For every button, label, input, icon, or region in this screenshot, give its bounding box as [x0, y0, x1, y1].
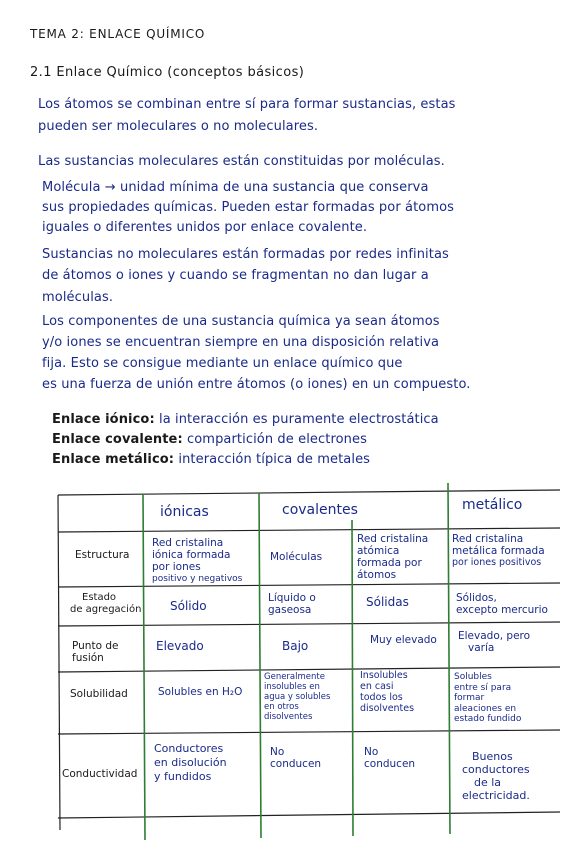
cell-covalent-solubilidad: Insolubles en casi todos los disolventes	[360, 670, 415, 714]
row-label-fusion: Punto de fusión	[72, 640, 119, 664]
cell-molecular-estado: Líquido o gaseosa	[268, 592, 316, 616]
row-label-solubilidad: Solubilidad	[70, 688, 128, 700]
paragraph-line: Sustancias no moleculares están formadas por redes infinitas	[42, 247, 449, 262]
paragraph-line: Las sustancias moleculares están constituidas por moléculas.	[38, 154, 445, 169]
bond-type-label: Enlace covalente:	[52, 432, 183, 447]
row-label-estado: Estado de agregación	[70, 592, 142, 615]
cell-metallic-estado: Sólidos, excepto mercurio	[456, 592, 548, 616]
cell-ionic-estructura: Red cristalina iónica formada por iones positivo y negativos	[152, 537, 243, 584]
paragraph-line: fija. Esto se consigue mediante un enlace químico que	[42, 356, 403, 371]
cell-ionic-fusion: Elevado	[156, 639, 204, 653]
bond-type-definition: compartición de electrones	[187, 432, 367, 447]
cell-metallic-conductividad: Buenos conductores de la electricidad.	[462, 750, 530, 802]
bond-type-label: Enlace iónico:	[52, 412, 155, 427]
cell-metallic-fusion: Elevado, pero varía	[458, 630, 531, 654]
paragraph-line: Los componentes de una sustancia química ya sean átomos	[42, 314, 440, 329]
cell-covalent-fusion: Muy elevado	[370, 634, 437, 646]
bond-type-definition: interacción típica de metales	[178, 452, 371, 467]
cell-covalent-conductividad: No conducen	[364, 746, 416, 770]
paragraph-line: y/o iones se encuentran siempre en una disposición relativa	[42, 335, 440, 350]
paragraph-line: pueden ser moleculares o no moleculares.	[38, 119, 319, 134]
paragraph-line: moléculas.	[42, 290, 114, 305]
cell-molecular-conductividad: No conducen	[270, 746, 322, 770]
cell-ionic-solubilidad: Solubles en H₂O	[158, 686, 243, 698]
cell-ionic-estado: Sólido	[170, 599, 207, 613]
section-subtitle: 2.1 Enlace Químico (conceptos básicos)	[30, 65, 305, 80]
cell-covalent-estructura: Red cristalina atómica formada por átomos	[357, 533, 429, 581]
cell-metallic-solubilidad: Solubles entre sí para formar aleaciones en estado fundido	[454, 672, 522, 724]
page-title: TEMA 2: ENLACE QUÍMICO	[30, 27, 206, 41]
paragraph-line: iguales o diferentes unidos por enlace covalente.	[42, 220, 368, 235]
paragraph-line: Los átomos se combinan entre sí para formar sustancias, estas	[38, 97, 456, 112]
paragraph-line: Molécula → unidad mínima de una sustancia que conserva	[42, 180, 429, 195]
cell-molecular-fusion: Bajo	[282, 639, 309, 653]
bond-type-definition: la interacción es puramente electrostática	[158, 412, 439, 427]
paragraph-line: sus propiedades químicas. Pueden estar formadas por átomos	[42, 200, 455, 215]
row-label-conductividad: Conductividad	[62, 768, 138, 780]
table-header-ionic: iónicas	[160, 504, 209, 520]
cell-molecular-estructura: Moléculas	[270, 551, 323, 563]
cell-ionic-conductividad: Conductores en disolución y fundidos	[154, 742, 227, 783]
cell-metallic-estructura: Red cristalina metálica formada por iones positivos	[452, 533, 545, 568]
bond-type-label: Enlace metálico:	[52, 452, 175, 467]
table-header-covalent: covalentes	[282, 502, 358, 518]
paragraph-line: es una fuerza de unión entre átomos (o iones) en un compuesto.	[42, 377, 471, 392]
table-header-metallic: metálico	[462, 497, 523, 513]
row-label-estructura: Estructura	[75, 549, 130, 561]
paragraph-line: de átomos o iones y cuando se fragmentan no dan lugar a	[42, 268, 429, 283]
cell-covalent-estado: Sólidas	[366, 595, 409, 609]
cell-molecular-solubilidad: Generalmente insolubles en agua y solubles en otros disolventes	[264, 672, 331, 722]
